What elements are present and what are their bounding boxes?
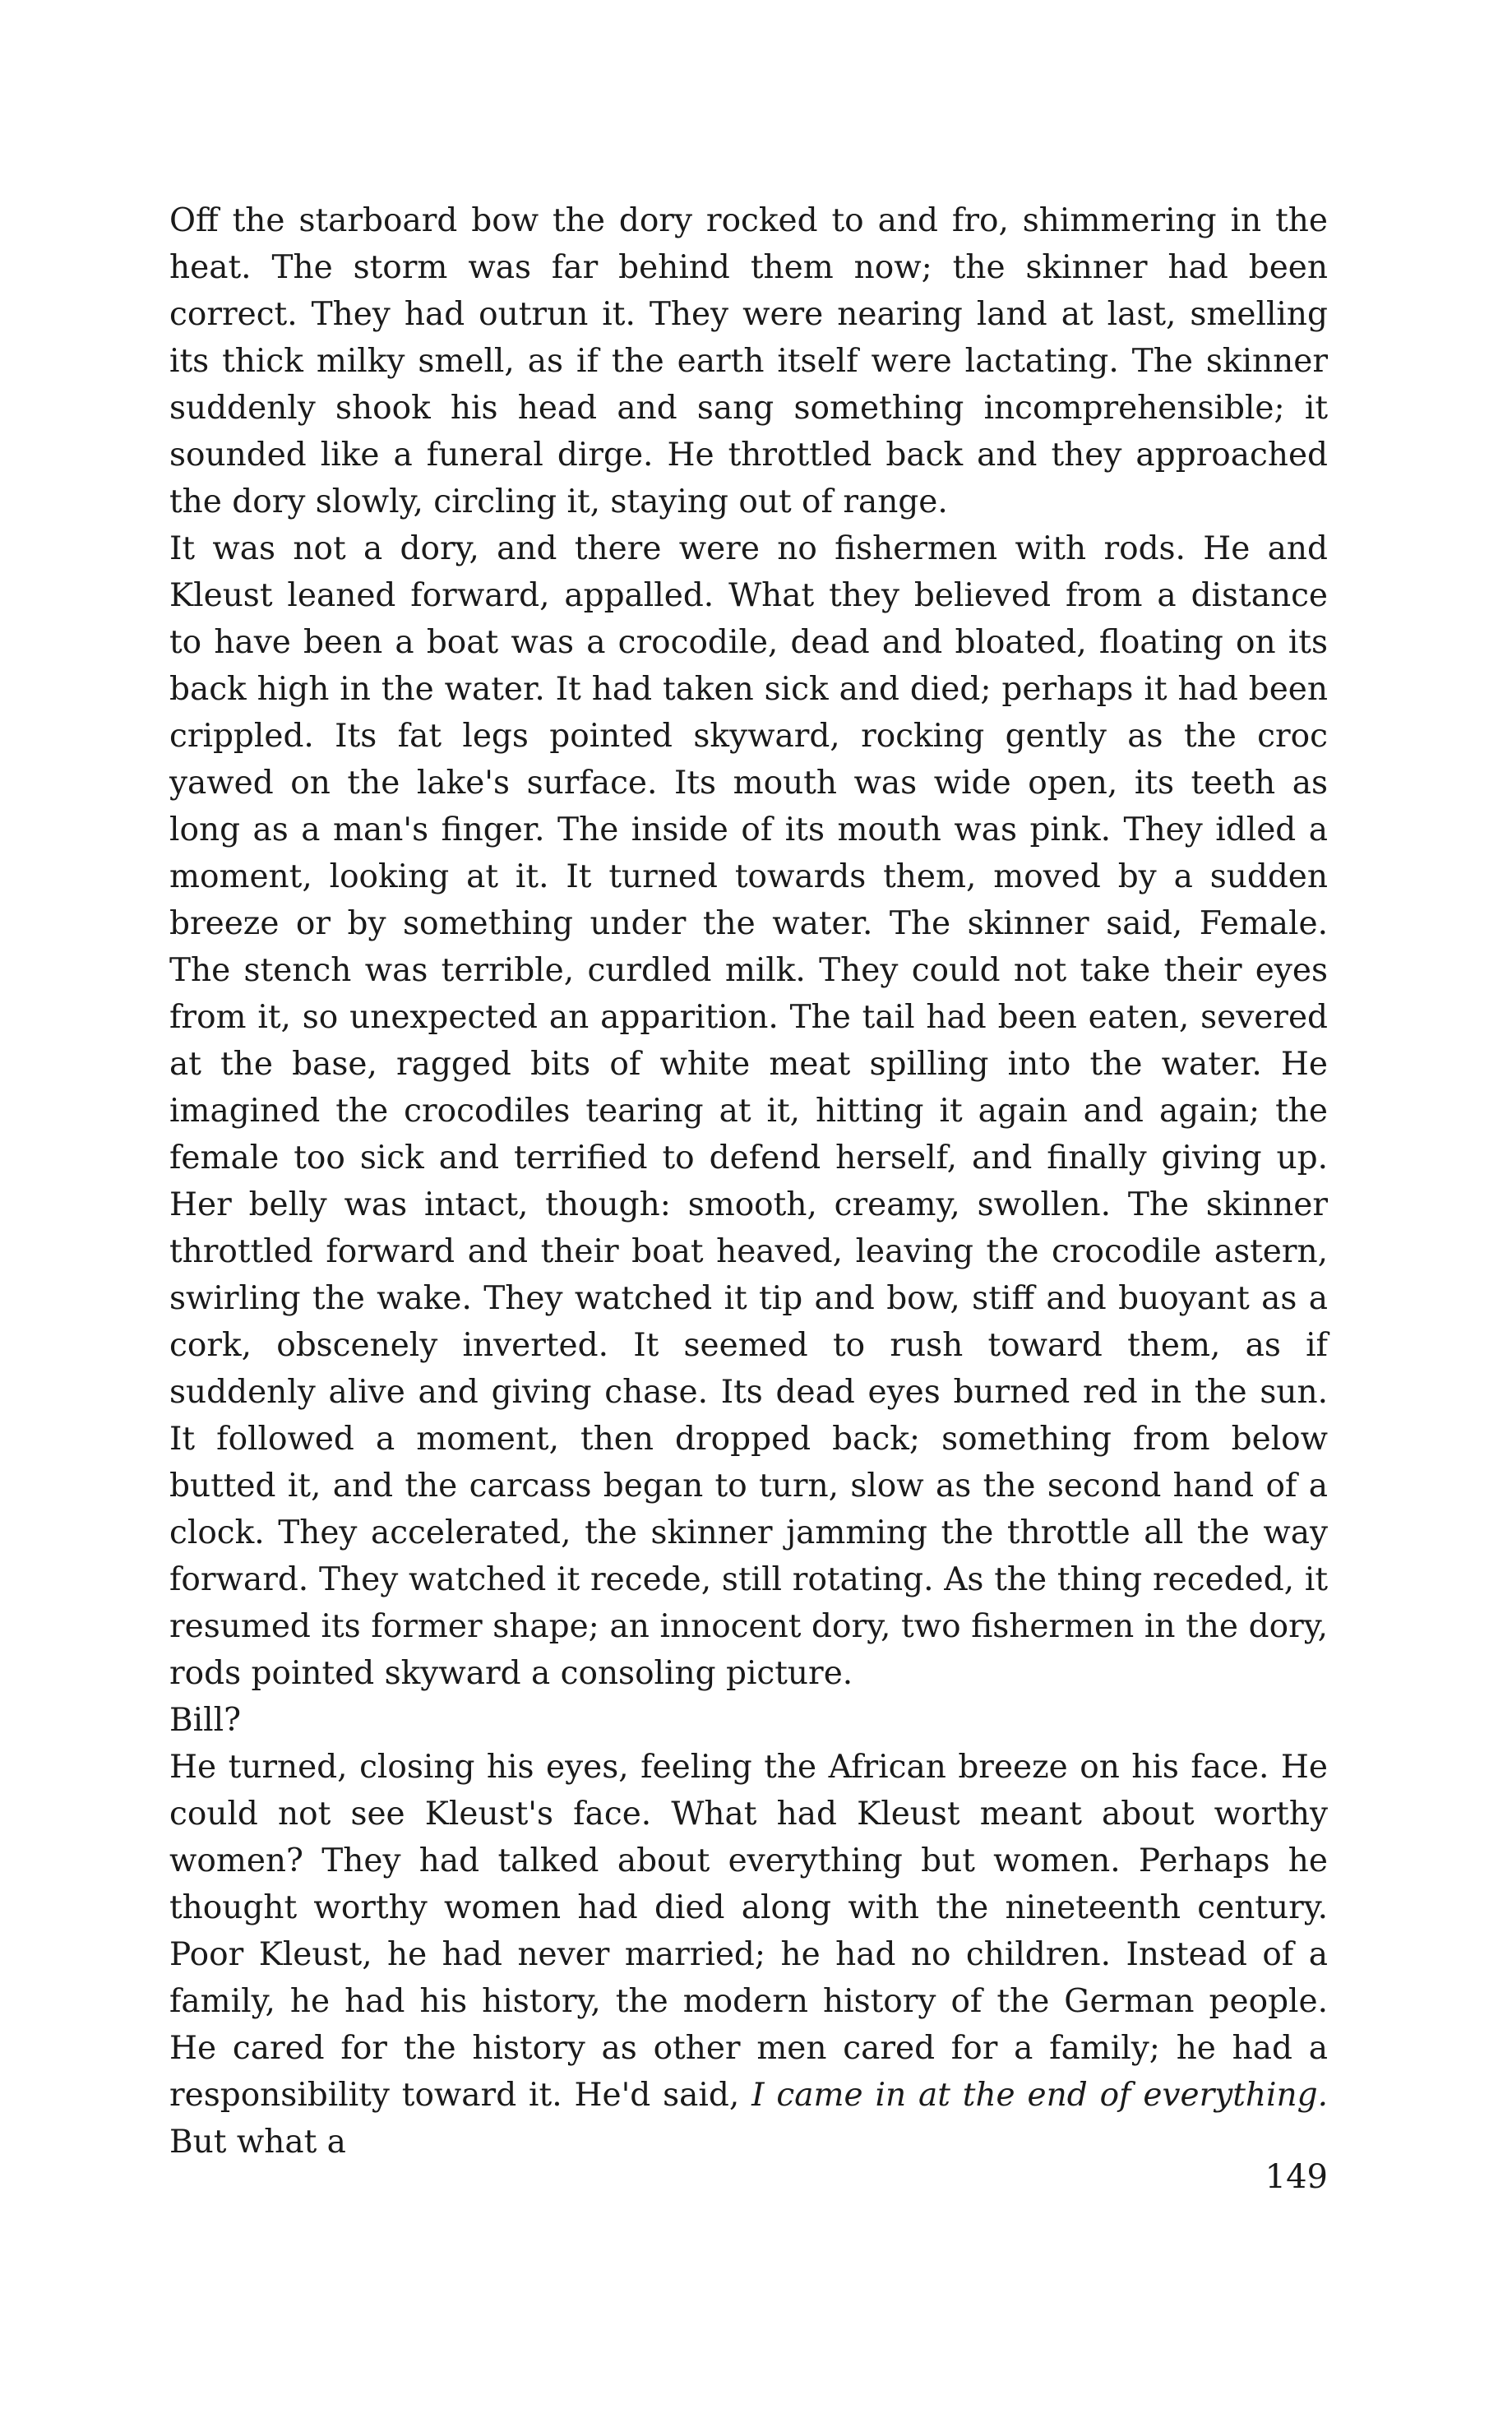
page-number: 149 (1265, 2158, 1328, 2196)
paragraph-3: Bill? (169, 1702, 241, 1739)
paragraph-4-text-end: But what a (169, 2124, 346, 2161)
body-text (169, 197, 1328, 2166)
paragraph-4-text-start: He turned, closing his eyes, feeling the African breeze on his face. He could not see Kleust's face. What had Kleust meant about worthy women? They had talked about everything but women. Perhaps he thought worthy women had died along with the nineteenth century. Poor Kleust, he had never married; he had no children. Instead of a family, he had his history, the modern history of the German people. He cared for the history as other men cared for a family; he had a responsibility toward it. He'd said, (169, 1749, 1328, 2114)
paragraph-4 (169, 1744, 1328, 2166)
paragraph-1: Off the starboard bow the dory rocked to and fro, shimmering in the heat. The storm was far behind them now; the skinner had been correct. They had outrun it. They were nearing land at last, smelling its thick milky smell, as if the earth itself were lactating. The skinner suddenly shook his head and sang something incomprehensible; it sounded like a funeral dirge. He throttled back and they approached the dory slowly, circling it, staying out of range. (169, 202, 1328, 520)
paragraph-4-italic-quote: I came in at the end of everything. (751, 2077, 1328, 2114)
paragraph-2: It was not a dory, and there were no fishermen with rods. He and Kleust leaned forward, appalled. What they believed from a distance to have been a boat was a crocodile, dead and bloated, floating on its back high in the water. It had taken sick and died; perhaps it had been crippled. Its fat legs pointed skyward, rocking gently as the croc yawed on the lake's surface. Its mouth was wide open, its teeth as long as a man's finger. The inside of its mouth was pink. They idled a moment, looking at it. It turned towards them, moved by a sudden breeze or by something under the water. The skinner said, Female. The stench was terrible, curdled milk. They could not take their eyes from it, so unexpected an apparition. The tail had been eaten, severed at the base, ragged bits of white meat spilling into the water. He imagined the crocodiles tearing at it, hitting it again and again; the female too sick and terrified to defend herself, and finally giving up. Her belly was intact, though: smooth, creamy, swollen. The skinner throttled forward and their boat heaved, leaving the crocodile astern, swirling the wake. They watched it tip and bow, stiff and buoyant as a cork, obscenely inverted. It seemed to rush toward them, as if suddenly alive and giving chase. Its dead eyes burned red in the sun. It followed a moment, then dropped back; something from below butted it, and the carcass began to turn, slow as the second hand of a clock. They accelerated, the skinner jamming the throttle all the way forward. They watched it recede, still rotating. As the thing receded, it resumed its former shape; an innocent dory, two fishermen in the dory, rods pointed skyward a consoling picture. (169, 530, 1328, 1692)
